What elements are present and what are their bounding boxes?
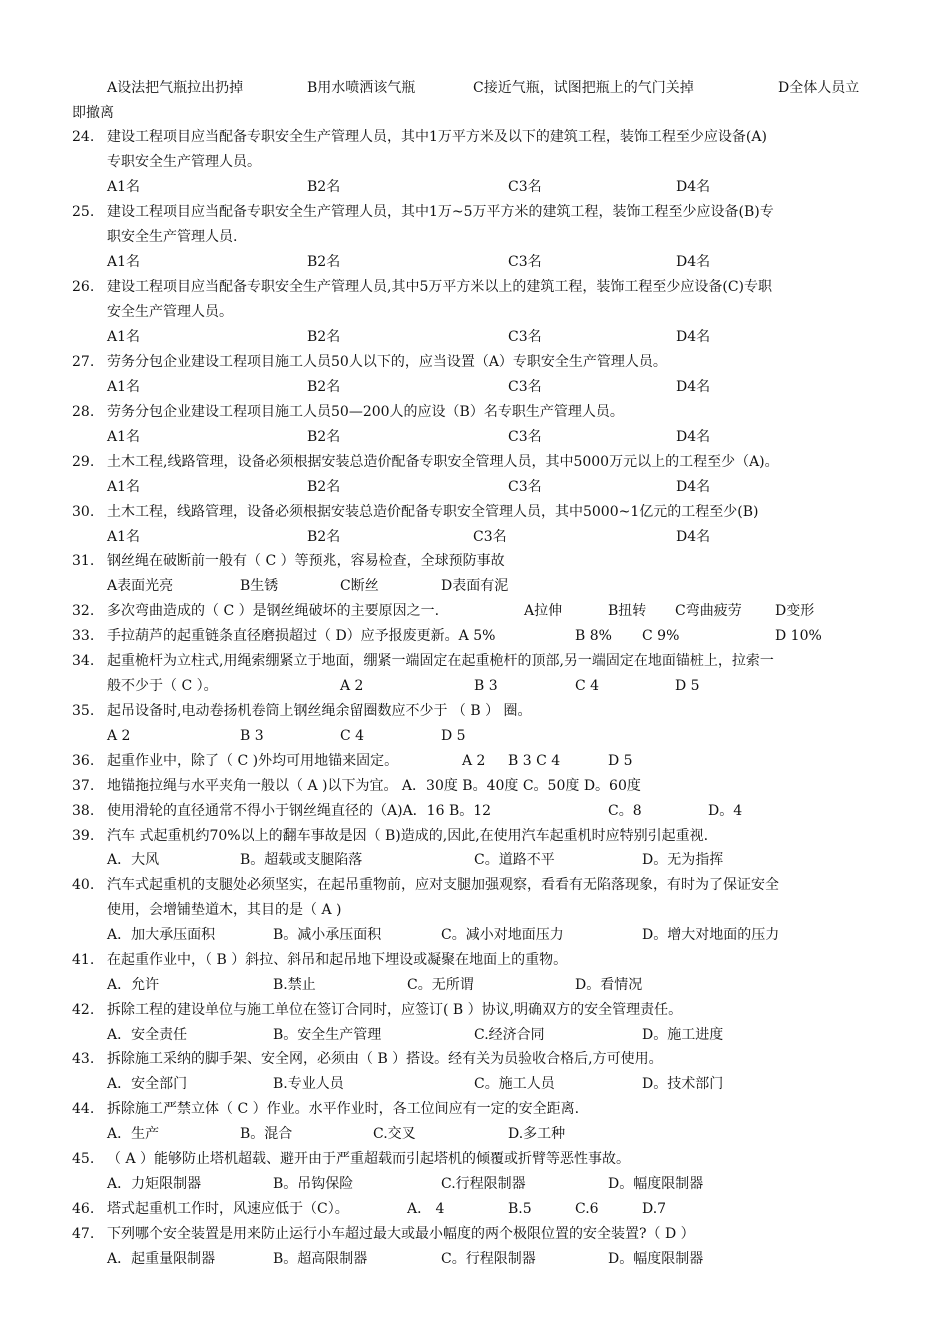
question-43-options [0,1072,950,1096]
option-c: C 4 [575,678,600,694]
option-a: A．允许 [107,977,160,993]
option-b: B。减小承压面积 [273,927,382,943]
option-c: C3名 [508,379,542,395]
question-text: 建设工程项目应当配备专职安全生产管理人员,其中5万平方米以上的建筑工程，装饰工程至少应设备(C)专职 [107,279,772,295]
question-42-options [0,1023,950,1047]
option-d: D 5 [675,678,700,694]
option-c: C3名 [508,429,542,445]
option-a: A．加大承压面积 [107,927,216,943]
question-34 [0,649,950,673]
option-a: A．起重量限制器 [107,1251,216,1267]
option-b: B2名 [307,379,341,395]
option-b: B2名 [307,529,341,545]
question-44 [0,1097,950,1121]
question-38 [0,799,950,823]
question-26-options [0,325,950,349]
question-text: 建设工程项目应当配备专职安全生产管理人员，其中1万~5万平方米的建筑工程，装饰工程至少应设备(B)专 [107,204,774,220]
question-text: 劳务分包企业建设工程项目施工人员50人以下的，应当设置（A）专职安全生产管理人员。 [107,354,667,370]
question-41-options [0,973,950,997]
question-number: 40. [72,877,95,893]
option-c: C。道路不平 [474,852,555,868]
option-b: B 8% [575,628,612,644]
question-number: 24. [72,129,95,145]
question-text: 汽车 式起重机约70%以上的翻车事故是因（ B)造成的,因此,在使用汽车起重机时应特别引起重视. [107,828,709,844]
option-d: D4名 [676,379,711,395]
question-number: 45. [72,1151,95,1167]
question-number: 44. [72,1101,95,1117]
question-number: 38. [72,803,95,819]
question-35 [0,699,950,723]
option-b: B。安全生产管理 [273,1027,382,1043]
question-27 [0,350,950,374]
question-29 [0,450,950,474]
option-c: C.行程限制器 [441,1176,526,1192]
option-c: C.交叉 [373,1126,416,1142]
option-b: B 3 [474,678,498,694]
question-number: 34. [72,653,95,669]
question-text: 起重作业中，除了（ C )外均可用地锚来固定。 [107,753,399,769]
question-25 [0,200,950,224]
question-47-options [0,1247,950,1271]
option-c: C3名 [508,479,542,495]
question-30-options [0,525,950,549]
question-number: 27. [72,354,95,370]
option-b: B.专业人员 [273,1076,344,1092]
question-number: 39. [72,828,95,844]
question-number: 29. [72,454,95,470]
question-26-cont [0,300,950,324]
option-b: B扭转 [608,603,647,619]
option-a: A拉伸 [524,603,563,619]
option-a: A．力矩限制器 [107,1176,202,1192]
intro-continuation: 即撤离 [72,105,114,121]
question-number: 47. [72,1226,95,1242]
question-28 [0,400,950,424]
option-b: B2名 [307,179,341,195]
question-45-options [0,1172,950,1196]
question-40-cont [0,898,950,922]
question-41 [0,948,950,972]
question-24 [0,125,950,149]
option-d: D。4 [708,803,743,819]
option-a: A 2 [107,728,131,744]
question-text: 拆除施工采纳的脚手架、安全网，必须由（ B ）搭设。经有关为员验收合格后,方可使用。 [107,1051,663,1067]
question-number: 31. [72,553,95,569]
option-d: D4名 [676,329,711,345]
question-36 [0,749,950,773]
option-a: A．安全责任 [107,1027,188,1043]
question-text: 汽车式起重机的支腿处必须坚实，在起吊重物前，应对支腿加强观察，看看有无陷落现象，有时为了保证安全 [107,877,779,893]
option-b: B 3 [240,728,264,744]
question-25-cont [0,225,950,249]
question-40-options [0,923,950,947]
question-text: 起重桅杆为立柱式,用绳索绷紧立于地面，绷紧一端固定在起重桅杆的顶部,另一端固定在地面锚桩上，拉索一 [107,653,774,669]
question-32 [0,599,950,623]
question-39-options [0,848,950,872]
question-text: 拆除工程的建设单位与施工单位在签订合同时，应签订( B ）协议,明确双方的安全管理责任。 [107,1002,683,1018]
option-d: D4名 [676,179,711,195]
option-c: C.经济合同 [474,1027,545,1043]
option-a: A1名 [107,479,141,495]
option-d: D。看情况 [575,977,643,993]
question-text: 手拉葫芦的起重链条直径磨损超过（ D）应予报废更新。A 5% [107,628,496,644]
option-d: D。施工进度 [642,1027,724,1043]
option-d: D4名 [676,529,711,545]
option-b: B。混合 [240,1126,293,1142]
question-number: 36. [72,753,95,769]
question-text: 土木工程,线路管理，设备必须根据安装总造价配备专职安全管理人员，其中5000万元以上的工程至少（A)。 [107,454,779,470]
option-b: B生锈 [240,578,279,594]
question-39 [0,824,950,848]
option-a: A 2 [462,753,486,769]
option-d: D。无为指挥 [642,852,724,868]
option-a: A设法把气瓶拉出扔掉 [107,80,244,96]
option-d: D全体人员立 [778,80,860,96]
option-d: D。增大对地面的压力 [642,927,780,943]
option-d: D.多工种 [508,1126,566,1142]
question-24-cont [0,150,950,174]
option-d: D。幅度限制器 [608,1251,704,1267]
option-a: A． 4 [407,1201,445,1217]
option-a: A表面光亮 [107,578,174,594]
option-b: B2名 [307,254,341,270]
option-b: B。吊钩保险 [273,1176,354,1192]
question-number: 32. [72,603,95,619]
question-27-options [0,375,950,399]
option-d: D表面有泥 [441,578,509,594]
question-31-options [0,574,950,598]
option-c: C。施工人员 [474,1076,555,1092]
question-42 [0,998,950,1022]
option-c: C。8 [608,803,642,819]
question-number: 37. [72,778,95,794]
question-47 [0,1222,950,1246]
option-b: B。超载或支腿陷落 [240,852,363,868]
option-d: D4名 [676,479,711,495]
question-44-options [0,1122,950,1146]
option-d: D。幅度限制器 [608,1176,704,1192]
option-b: B2名 [307,429,341,445]
question-text: 安全生产管理人员。 [107,304,233,320]
question-number: 41. [72,952,95,968]
option-d: D.7 [642,1201,667,1217]
option-b: B.禁止 [273,977,316,993]
question-24-options [0,175,950,199]
question-text: 使用，会增铺垫道木，其目的是（ A ) [107,902,342,918]
option-c: C3名 [508,179,542,195]
option-c: C3名 [508,329,542,345]
question-text: 土木工程，线路管理，设备必须根据安装总造价配备专职安全管理人员，其中5000~1亿元的工程至少(B) [107,504,759,520]
question-text: （ A ）能够防止塔机超载、避开由于严重超载而引起塔机的倾覆或折臂等恶性事故。 [107,1151,631,1167]
option-c: C 9% [642,628,680,644]
question-text: 起吊设备时,电动卷扬机卷筒上钢丝绳余留圈数应不少于 （ B ） 圈。 [107,703,532,719]
question-30 [0,500,950,524]
question-text: 劳务分包企业建设工程项目施工人员50—200人的应设（B）名专职生产管理人员。 [107,404,624,420]
option-d: D变形 [775,603,815,619]
option-b: B.5 [508,1201,532,1217]
question-text: 建设工程项目应当配备专职安全生产管理人员，其中1万平方米及以下的建筑工程，装饰工程至少应设备(A) [107,129,767,145]
option-a: A1名 [107,529,141,545]
question-text: 在起重作业中，（ B ）斜拉、斜吊和起吊地下埋设或凝聚在地面上的重物。 [107,952,568,968]
question-28-options [0,425,950,449]
option-c: C断丝 [340,578,379,594]
option-c: C3名 [508,254,542,270]
question-number: 46. [72,1201,95,1217]
question-text: 多次弯曲造成的（ C ）是钢丝绳破坏的主要原因之一. [107,603,440,619]
intro-options-row [0,76,950,100]
option-c: C 4 [340,728,365,744]
option-c: C。减小对地面压力 [441,927,564,943]
question-46 [0,1197,950,1221]
question-number: 35. [72,703,95,719]
option-c: C。行程限制器 [441,1251,536,1267]
question-45 [0,1147,950,1171]
question-35-options [0,724,950,748]
question-number: 25. [72,204,95,220]
question-text: 专职安全生产管理人员。 [107,154,261,170]
option-b: B用水喷洒该气瓶 [307,80,416,96]
option-a: A 2 [340,678,364,694]
option-c: C。无所谓 [407,977,474,993]
question-text: 钢丝绳在破断前一般有（ C ）等预兆，容易检查，全球预防事故 [107,553,505,569]
option-d: D4名 [676,429,711,445]
question-text: 塔式起重机工作时，风速应低于（C）。 [107,1201,349,1217]
option-c: C.6 [575,1201,599,1217]
question-29-options [0,475,950,499]
question-number: 43. [72,1051,95,1067]
option-a: A．大风 [107,852,160,868]
option-bc: B 3 C 4 [508,753,561,769]
option-c: C3名 [473,529,507,545]
option-a: A．安全部门 [107,1076,188,1092]
option-a: A1名 [107,254,141,270]
option-d: D 5 [441,728,466,744]
question-number: 30. [72,504,95,520]
question-31 [0,549,950,573]
question-text: 职安全生产管理人员. [107,229,238,245]
question-number: 28. [72,404,95,420]
question-text: 使用滑轮的直径通常不得小于钢丝绳直径的（A)A．16 B。12 [107,803,492,819]
question-number: 33. [72,628,95,644]
option-b: B2名 [307,329,341,345]
option-a: A1名 [107,379,141,395]
option-c: C弯曲疲劳 [675,603,742,619]
option-b: B2名 [307,479,341,495]
question-43 [0,1047,950,1071]
option-d: D4名 [676,254,711,270]
option-a: A．生产 [107,1126,160,1142]
question-number: 42. [72,1002,95,1018]
option-a: A1名 [107,429,141,445]
option-a: A1名 [107,329,141,345]
option-c: C接近气瓶，试图把瓶上的气门关掉 [473,80,694,96]
question-40 [0,873,950,897]
option-a: A1名 [107,179,141,195]
question-text: 下列哪个安全装置是用来防止运行小车超过最大或最小幅度的两个极限位置的安全装置?（ D ） [107,1226,695,1242]
question-text: 般不少于（ C ）。 [107,678,218,694]
option-d: D 10% [775,628,822,644]
question-33 [0,624,950,648]
question-25-options [0,250,950,274]
option-d: D 5 [608,753,633,769]
question-number: 26. [72,279,95,295]
question-26 [0,275,950,299]
question-37 [0,774,950,798]
question-text: 地锚拖拉绳与水平夹角一般以（ A )以下为宜。 A．30度 B。40度 C。50度 D。60度 [107,778,641,794]
question-text: 拆除施工严禁立体（ C ）作业。水平作业时，各工位间应有一定的安全距离. [107,1101,580,1117]
option-b: B。超高限制器 [273,1251,368,1267]
question-34-cont [0,674,950,698]
option-d: D。技术部门 [642,1076,724,1092]
